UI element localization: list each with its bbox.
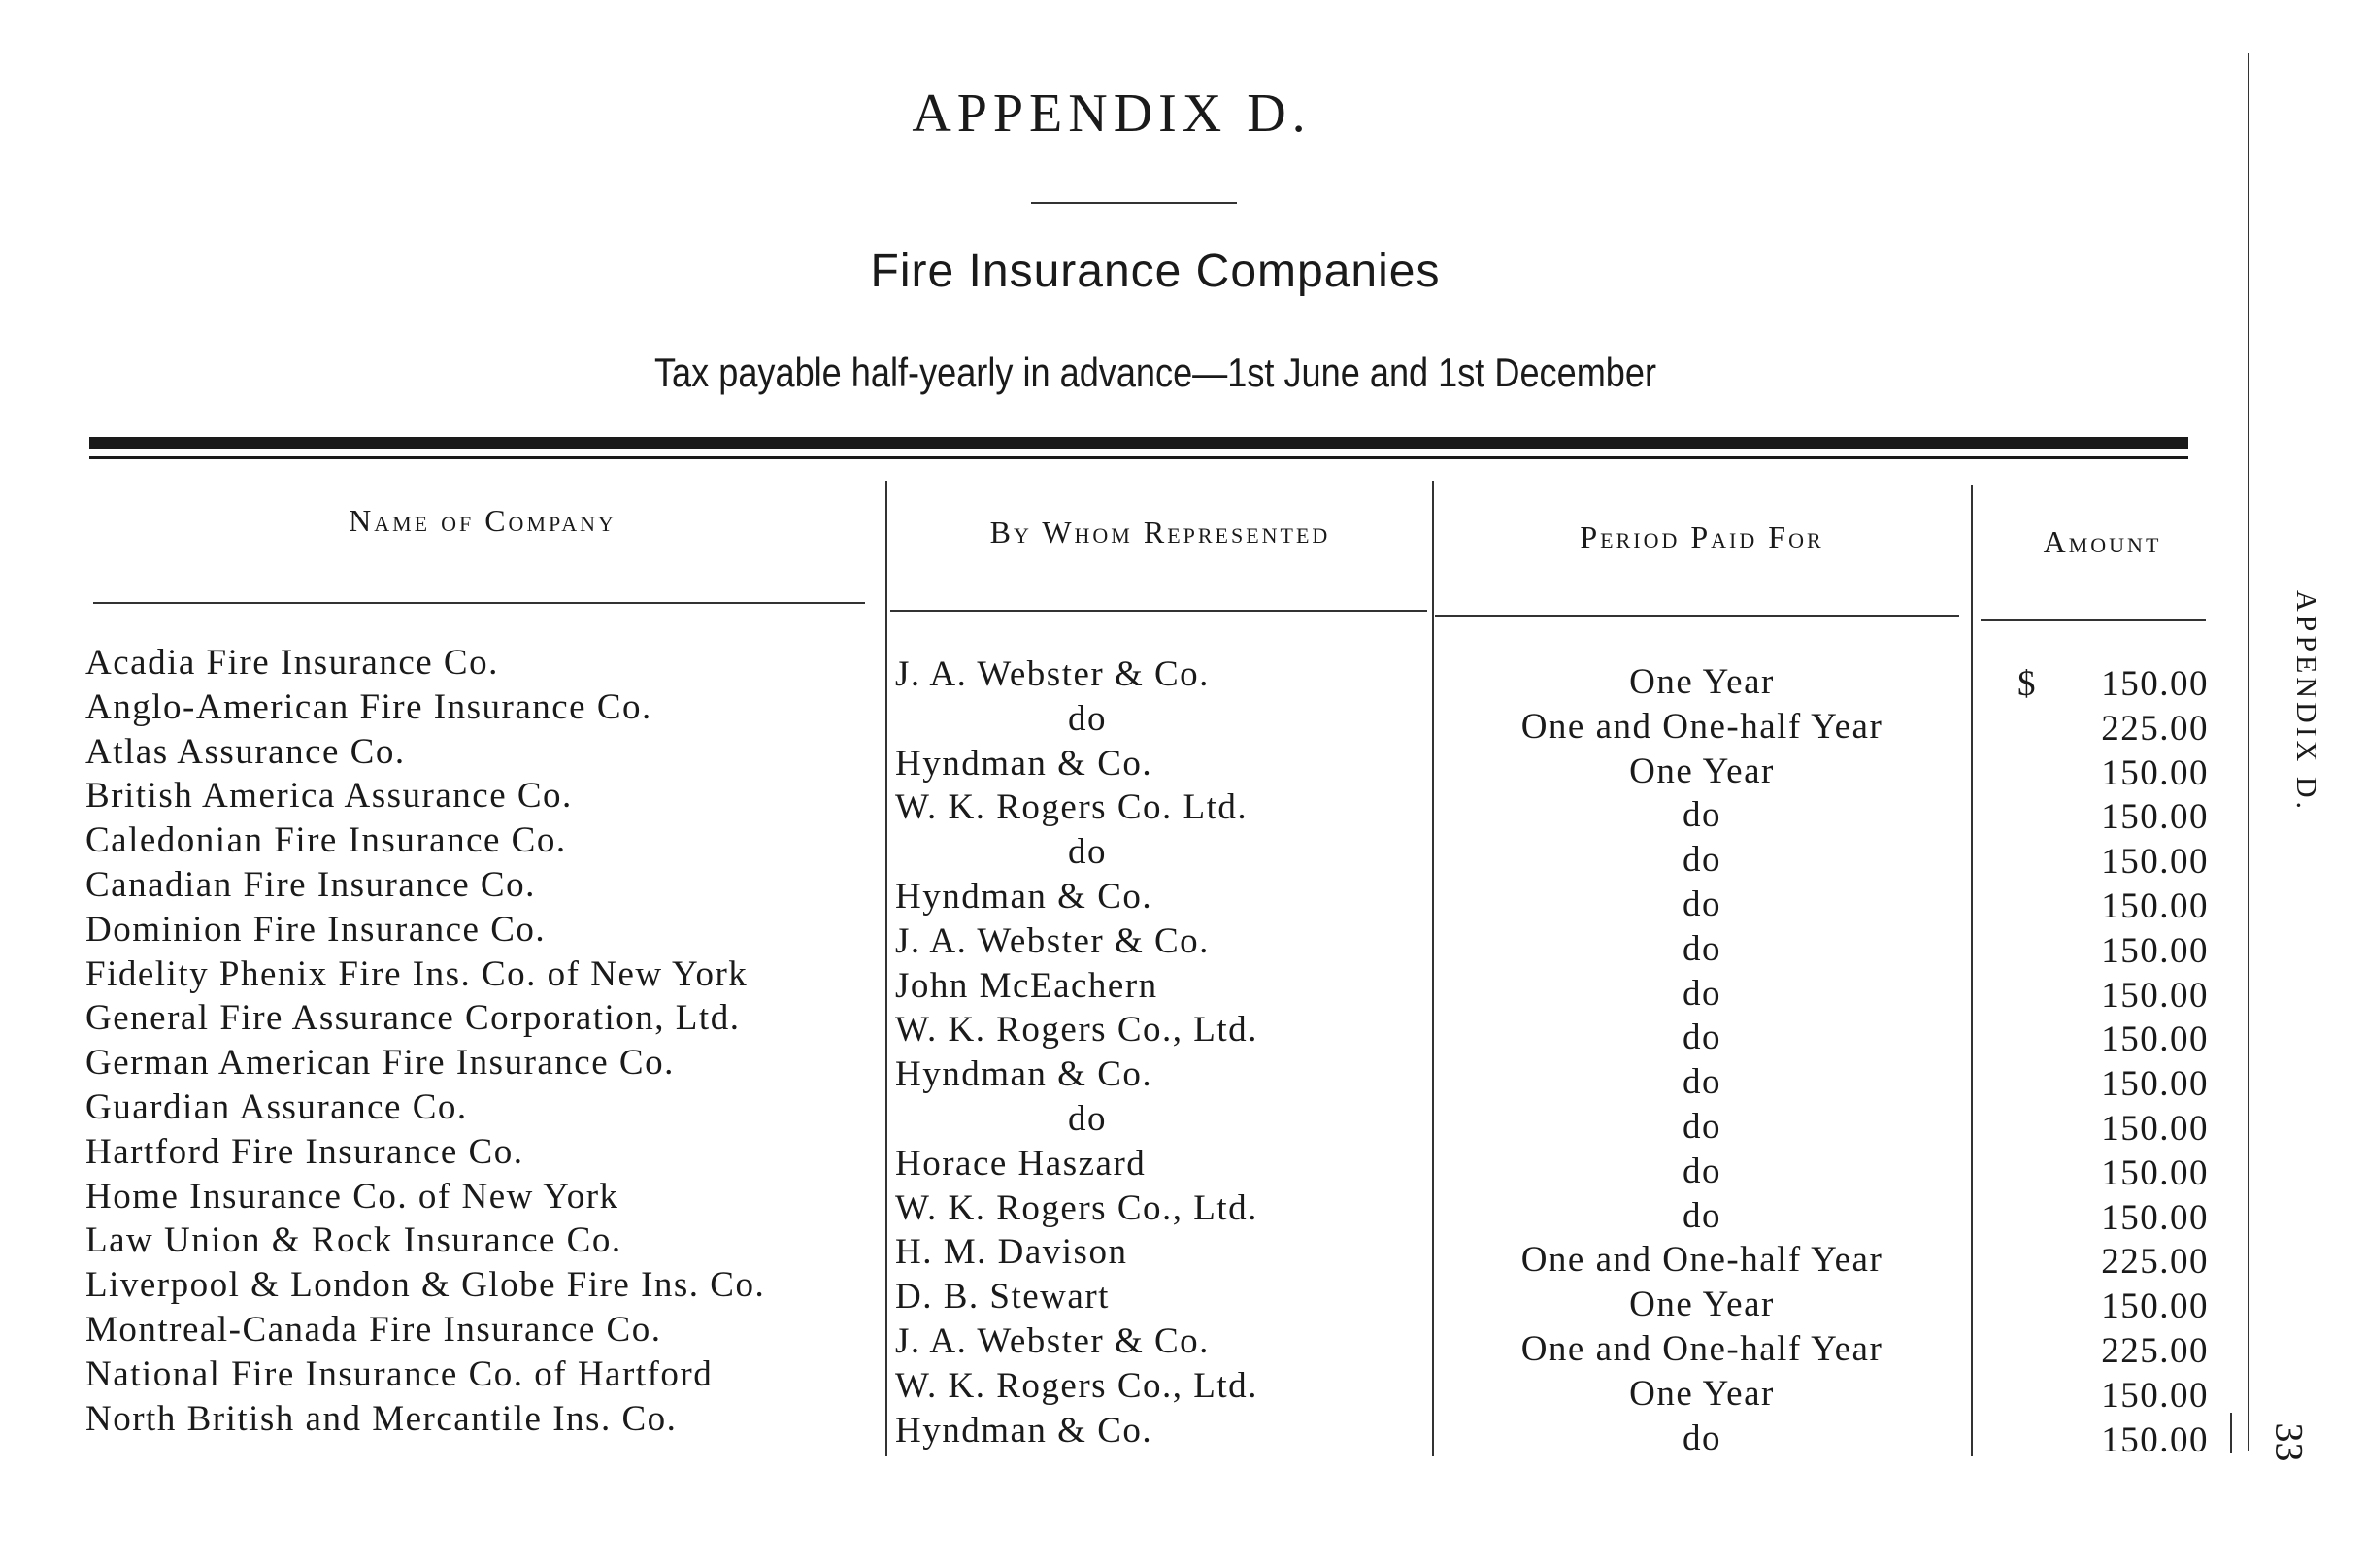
period-cell: do	[1683, 1062, 1721, 1103]
company-name-cell: Caledonian Fire Insurance Co.	[85, 820, 567, 861]
section-subtitle: Fire Insurance Companies	[870, 246, 1441, 297]
company-name-cell: Canadian Fire Insurance Co.	[85, 864, 536, 905]
currency-symbol: $	[2017, 664, 2036, 704]
amount-cell: 150.00	[2101, 975, 2209, 1016]
representative-cell: Hyndman & Co.	[895, 1054, 1153, 1095]
period-cell: One Year	[1629, 1284, 1775, 1325]
company-name-cell: Montreal-Canada Fire Insurance Co.	[85, 1309, 662, 1350]
header-underline	[93, 602, 865, 604]
company-name-cell: Law Union & Rock Insurance Co.	[85, 1220, 622, 1261]
representative-cell: do	[1068, 698, 1107, 739]
company-name-cell: Guardian Assurance Co.	[85, 1086, 468, 1127]
period-column	[1435, 660, 1969, 1460]
period-cell: One Year	[1629, 1373, 1775, 1414]
period-cell: do	[1683, 1195, 1721, 1236]
period-cell: One and One-half Year	[1520, 706, 1883, 747]
period-cell: do	[1683, 884, 1721, 924]
column-divider	[2230, 1413, 2232, 1453]
representative-cell: Hyndman & Co.	[895, 876, 1153, 917]
representative-cell: J. A. Webster & Co.	[895, 654, 1210, 694]
representative-cell: J. A. Webster & Co.	[895, 1320, 1210, 1361]
amount-cell: 150.00	[2101, 842, 2209, 883]
representative-cell: W. K. Rogers Co., Ltd.	[895, 1010, 1258, 1051]
header-amount: Amount	[2043, 524, 2162, 559]
amount-cell: 225.00	[2101, 1242, 2209, 1283]
representative-cell: Hyndman & Co.	[895, 743, 1153, 784]
representative-cell: W. K. Rogers Co., Ltd.	[895, 1365, 1258, 1406]
amount-cell: 150.00	[2101, 1197, 2209, 1238]
header-name-of-company: Name of Company	[349, 503, 616, 538]
period-cell: do	[1683, 973, 1721, 1014]
company-name-cell: Fidelity Phenix Fire Ins. Co. of New York	[85, 953, 749, 994]
header-period-paid-for: Period Paid For	[1580, 519, 1824, 554]
header-underline	[890, 610, 1427, 612]
amount-cell: 150.00	[2101, 1152, 2209, 1193]
company-name-cell: Acadia Fire Insurance Co.	[85, 643, 499, 683]
amount-cell: 150.00	[2101, 1019, 2209, 1060]
column-divider	[885, 481, 887, 1456]
amount-column	[1981, 662, 2209, 1462]
period-cell: do	[1683, 840, 1721, 881]
period-cell: do	[1683, 928, 1721, 969]
tax-note: Tax payable half-yearly in advance—1st June and 1st December	[654, 350, 1656, 395]
header-by-whom-represented: By Whom Represented	[989, 515, 1331, 550]
company-name-cell: Dominion Fire Insurance Co.	[85, 909, 547, 950]
representative-cell: Horace Haszard	[895, 1143, 1147, 1184]
amount-cell: 225.00	[2101, 708, 2209, 749]
representative-column	[895, 652, 1429, 1452]
period-cell: do	[1683, 1106, 1721, 1147]
column-divider	[1432, 481, 1434, 1456]
period-cell: do	[1683, 1418, 1721, 1458]
amount-cell: 150.00	[2101, 752, 2209, 793]
amount-cell: 150.00	[2101, 1375, 2209, 1416]
company-name-cell: National Fire Insurance Co. of Hartford	[85, 1353, 714, 1394]
company-name-column	[85, 641, 882, 1441]
company-name-cell: Hartford Fire Insurance Co.	[85, 1131, 524, 1172]
representative-cell: Hyndman & Co.	[895, 1410, 1153, 1451]
period-cell: do	[1683, 795, 1721, 836]
company-name-cell: Liverpool & London & Globe Fire Ins. Co.	[85, 1265, 766, 1306]
representative-cell: H. M. Davison	[895, 1232, 1128, 1273]
period-cell: One Year	[1629, 662, 1775, 702]
period-cell: One Year	[1629, 751, 1775, 791]
page-number: 33	[2267, 1422, 2312, 1462]
header-underline	[1435, 615, 1959, 617]
amount-cell: 150.00	[2101, 1419, 2209, 1460]
representative-cell: W. K. Rogers Co., Ltd.	[895, 1187, 1258, 1228]
representative-cell: J. A. Webster & Co.	[895, 920, 1210, 961]
amount-cell: 150.00	[2101, 1064, 2209, 1105]
period-cell: do	[1683, 1151, 1721, 1191]
amount-cell: 150.00	[2101, 1286, 2209, 1327]
amount-cell: 225.00	[2101, 1330, 2209, 1371]
representative-cell: John McEachern	[895, 965, 1158, 1006]
representative-cell: do	[1068, 832, 1107, 873]
company-name-cell: North British and Mercantile Ins. Co.	[85, 1398, 678, 1439]
company-name-cell: Atlas Assurance Co.	[85, 731, 406, 772]
company-name-cell: German American Fire Insurance Co.	[85, 1043, 675, 1084]
company-name-cell: Anglo-American Fire Insurance Co.	[85, 686, 652, 727]
company-name-cell: British America Assurance Co.	[85, 776, 573, 817]
period-cell: One and One-half Year	[1520, 1328, 1883, 1369]
column-divider	[1971, 485, 1973, 1456]
amount-cell: 150.00	[2101, 930, 2209, 971]
table-top-rule	[89, 437, 2188, 449]
amount-cell: 150.00	[2101, 885, 2209, 926]
table-top-rule-thin	[89, 456, 2188, 459]
company-name-cell: Home Insurance Co. of New York	[85, 1176, 619, 1217]
header-underline	[1981, 619, 2206, 621]
amount-cell: 150.00	[2101, 664, 2209, 704]
side-running-head: APPENDIX D.	[2290, 590, 2322, 814]
company-name-cell: General Fire Assurance Corporation, Ltd.	[85, 998, 741, 1039]
amount-cell: 150.00	[2101, 797, 2209, 838]
page-edge-rule	[2248, 53, 2249, 1451]
representative-cell: do	[1068, 1098, 1107, 1139]
amount-cell: 150.00	[2101, 1108, 2209, 1149]
representative-cell: W. K. Rogers Co. Ltd.	[895, 787, 1249, 828]
period-cell: do	[1683, 1018, 1721, 1058]
period-cell: One and One-half Year	[1520, 1240, 1883, 1281]
representative-cell: D. B. Stewart	[895, 1277, 1110, 1318]
title-divider	[1031, 202, 1237, 204]
appendix-title: APPENDIX D.	[912, 83, 1312, 144]
